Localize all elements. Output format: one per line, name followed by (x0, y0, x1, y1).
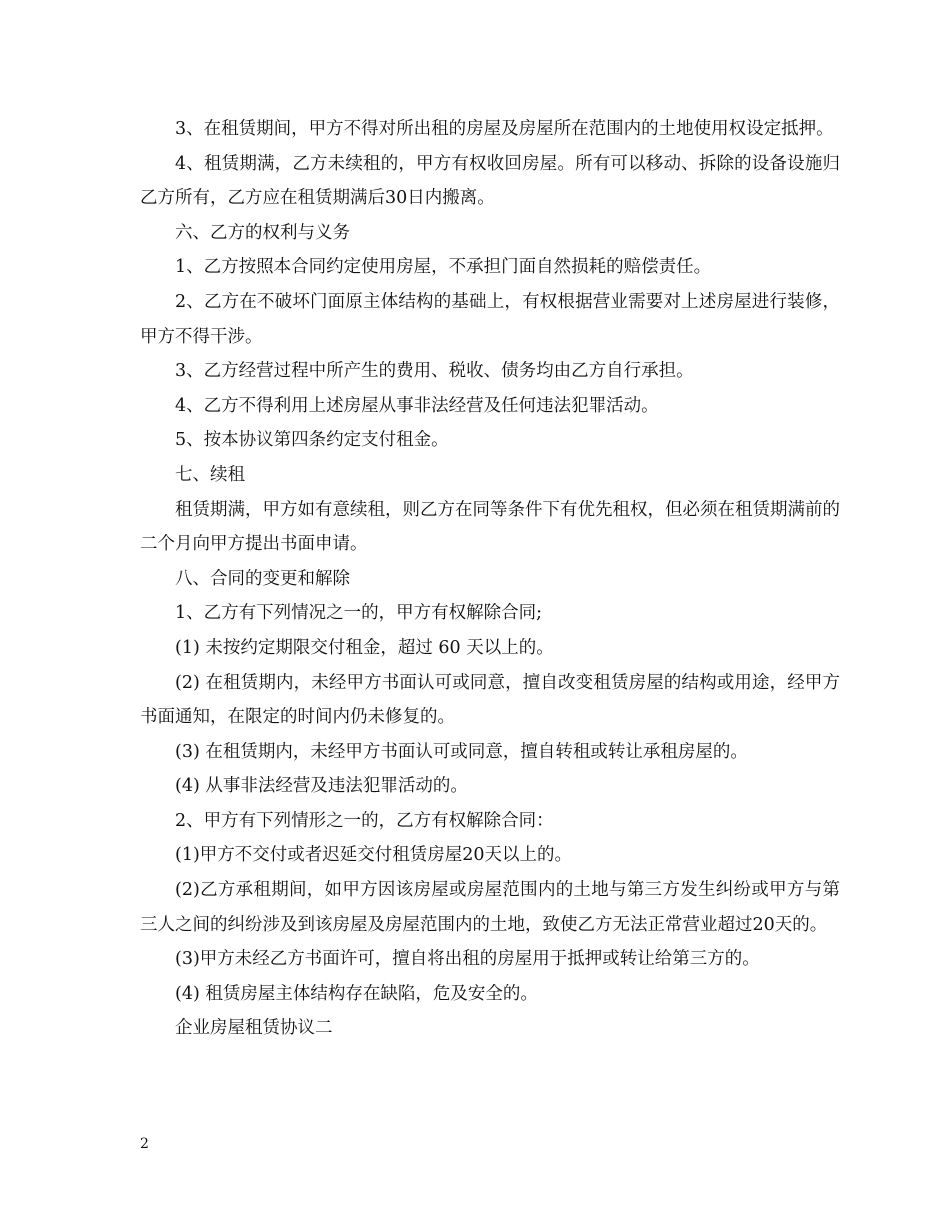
document-body (140, 112, 840, 1046)
clause-paragraph: 4、租赁期满，乙方未续租的，甲方有权收回房屋。所有可以移动、拆除的设备设施归乙方所有，乙方应在租赁期满后30日内搬离。 (140, 153, 840, 209)
clause-paragraph: 2、乙方在不破坏门面原主体结构的基础上，有权根据营业需要对上述房屋进行装修，甲方不得干涉。 (140, 291, 840, 347)
page-number: 2 (140, 1136, 149, 1152)
sub-clause-paragraph: (1) 未按约定期限交付租金，超过 60 天以上的。 (175, 637, 554, 658)
sub-clause-paragraph: (2) 在租赁期内，未经甲方书面认可或同意，擅自改变租赁房屋的结构或用途，经甲方书面通知，在限定的时间内仍未修复的。 (140, 672, 840, 728)
clause-paragraph: 5、按本协议第四条约定支付租金。 (175, 430, 449, 451)
agreement-title: 企业房屋租赁协议二 (175, 1018, 333, 1039)
section-heading: 八、合同的变更和解除 (175, 568, 350, 589)
clause-paragraph: 1、乙方按照本合同约定使用房屋，不承担门面自然损耗的赔偿责任。 (175, 257, 712, 278)
sub-clause-paragraph: (4) 从事非法经营及违法犯罪活动的。 (175, 776, 468, 797)
sub-clause-paragraph: (3)甲方未经乙方书面许可，擅自将出租的房屋用于抵押或转让给第三方的。 (175, 949, 760, 970)
clause-paragraph: 1、乙方有下列情况之一的，甲方有权解除合同; (175, 603, 543, 624)
sub-clause-paragraph: (1)甲方不交付或者迟延交付租赁房屋20天以上的。 (175, 845, 573, 866)
clause-paragraph: 3、在租赁期间，甲方不得对所出租的房屋及房屋所在范围内的土地使用权设定抵押。 (175, 119, 834, 139)
clause-paragraph: 3、乙方经营过程中所产生的费用、税收、债务均由乙方自行承担。 (175, 361, 694, 382)
sub-clause-paragraph: (4) 租赁房屋主体结构存在缺陷，危及安全的。 (175, 983, 538, 1004)
sub-clause-paragraph: (3) 在租赁期内，未经甲方书面认可或同意，擅自转租或转让承租房屋的。 (175, 741, 748, 762)
sub-clause-paragraph: (2)乙方承租期间，如甲方因该房屋或房屋范围内的土地与第三方发生纠纷或甲方与第三人之间的纠纷涉及到该房屋及房屋范围内的土地，致使乙方无法正常营业超过20天的。 (140, 880, 840, 935)
clause-paragraph: 2、甲方有下列情形之一的，乙方有权解除合同： (175, 810, 554, 831)
section-heading: 六、乙方的权利与义务 (175, 222, 350, 243)
clause-paragraph: 4、乙方不得利用上述房屋从事非法经营及任何违法犯罪活动。 (175, 395, 659, 416)
clause-paragraph: 租赁期满，甲方如有意续租，则乙方在同等条件下有优先租权，但必须在租赁期满前的二个月向甲方提出书面申请。 (140, 499, 840, 555)
section-heading: 七、续租 (175, 464, 245, 485)
